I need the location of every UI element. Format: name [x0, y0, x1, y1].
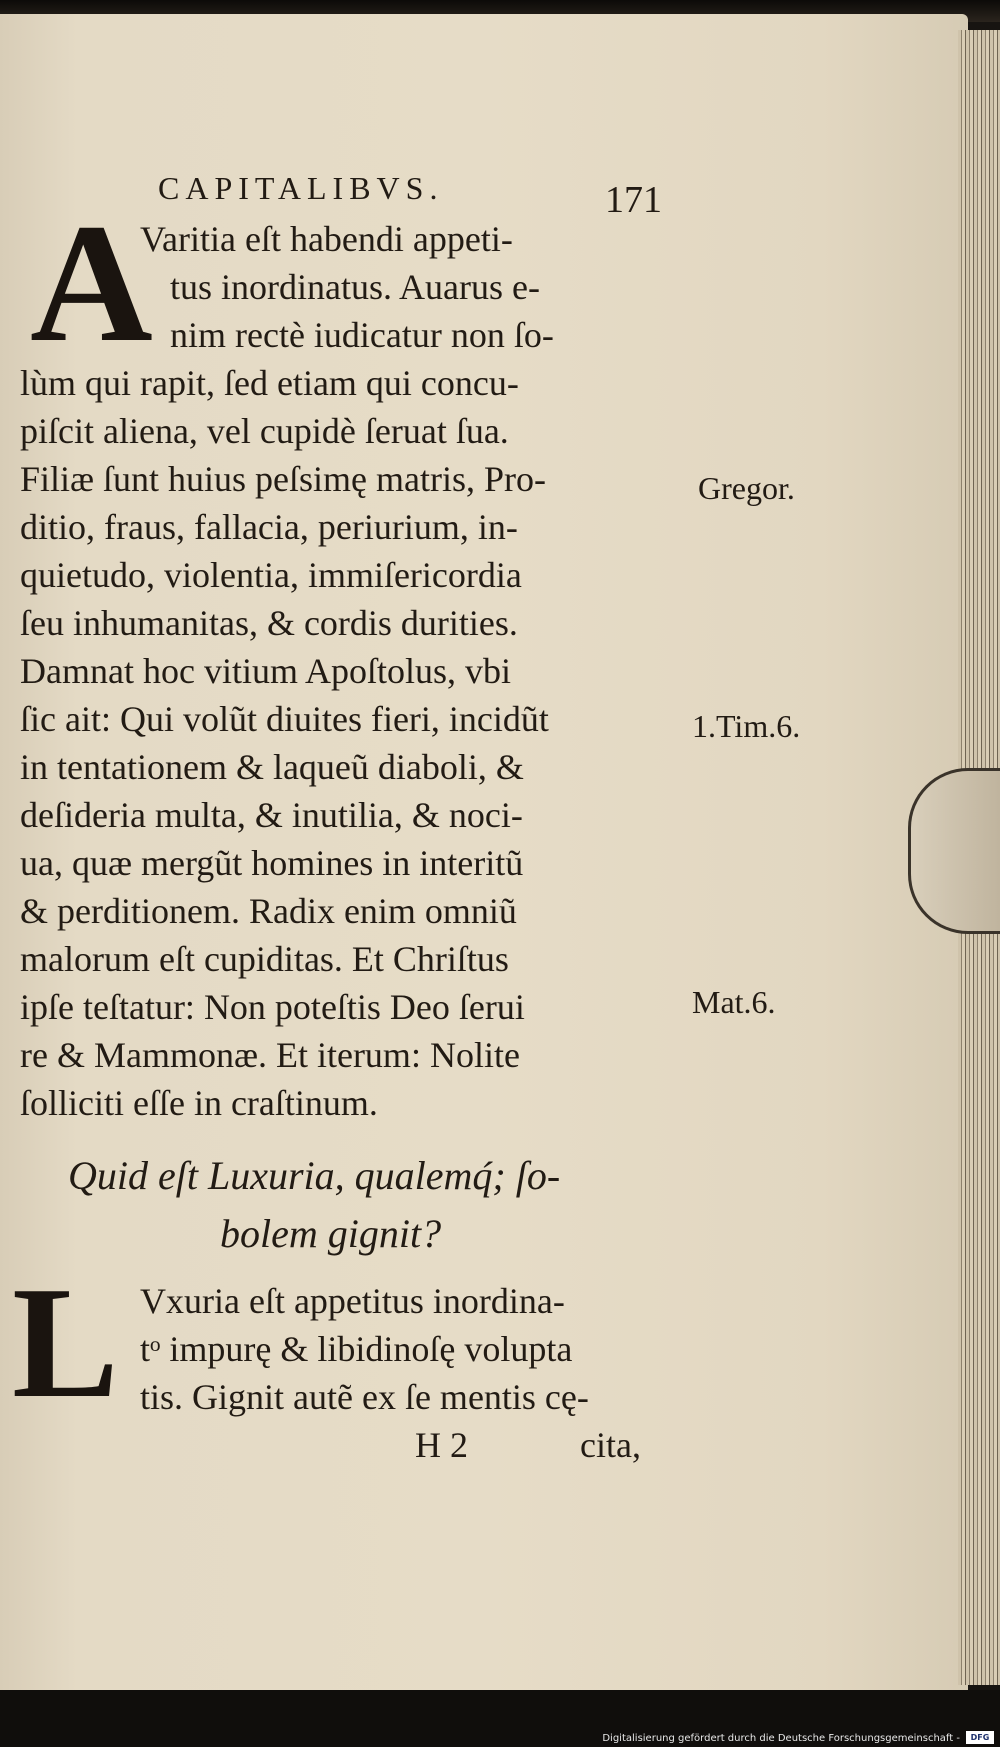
text-line: ua, quæ mergũt homines in interitũ — [20, 843, 524, 883]
drop-cap-a: A — [30, 189, 153, 377]
text-line: lùm qui rapit, ſed etiam qui concu- — [20, 363, 519, 403]
text-line: Vxuria eſt appetitus inordina- — [140, 1281, 565, 1321]
running-head: CAPITALIBVS. — [158, 170, 444, 206]
text-line: nim rectè iudicatur non ſo- — [170, 315, 554, 355]
text-line: Filiæ ſunt huius peſsimę matris, Pro- — [20, 459, 547, 499]
text-line: malorum eſt cupiditas. Et Chriſtus — [20, 939, 509, 979]
section-heading-line-1: Quid eſt Luxuria, qualemq́; ſo- — [68, 1153, 561, 1198]
page-number: 171 — [605, 179, 662, 221]
scan-credit: Digitalisierung gefördert durch die Deutsche Forschungsgemeinschaft - — [602, 1733, 960, 1744]
text-line: & perditionem. Radix enim omniũ — [20, 891, 517, 931]
page-clip — [908, 768, 1000, 934]
text-line: ipſe teſtatur: Non poteſtis Deo ſerui — [20, 987, 525, 1027]
signature-mark: H 2 — [415, 1425, 468, 1465]
catchword: cita, — [580, 1425, 641, 1465]
dfg-logo: DFG — [966, 1731, 994, 1744]
text-line: ſic ait: Qui volũt diuites fieri, incidũt — [20, 699, 549, 739]
text-line: ditio, fraus, fallacia, periurium, in- — [20, 507, 518, 547]
text-line: deſideria multa, & inutilia, & noci- — [20, 795, 523, 835]
text-line: tis. Gignit autẽ ex ſe mentis cę- — [140, 1377, 589, 1417]
text-line: piſcit aliena, vel cupidè ſeruat ſua. — [20, 411, 509, 451]
margin-note-tim: 1.Tim.6. — [692, 708, 801, 744]
margin-note-mat: Mat.6. — [692, 984, 776, 1020]
margin-note-gregor: Gregor. — [698, 470, 795, 506]
text-line: re & Mammonæ. Et iterum: Nolite — [20, 1035, 520, 1075]
text-line: Varitia eſt habendi appeti- — [140, 219, 513, 259]
text-line: quietudo, violentia, immiſericordia — [20, 555, 522, 595]
section-heading-line-2: bolem gignit? — [220, 1211, 442, 1256]
text-line: ſeu inhumanitas, & cordis durities. — [20, 603, 518, 643]
text-line: in tentationem & laqueũ diaboli, & — [20, 747, 524, 787]
text-line: ſolliciti eſſe in craſtinum. — [20, 1083, 378, 1123]
text-line: tᵒ impurę & libidinoſę volupta — [140, 1329, 573, 1369]
text-line: tus inordinatus. Auarus e- — [170, 267, 540, 307]
drop-cap-l: L — [12, 1253, 119, 1431]
text-line: Damnat hoc vitium Apoſtolus, vbi — [20, 651, 511, 691]
